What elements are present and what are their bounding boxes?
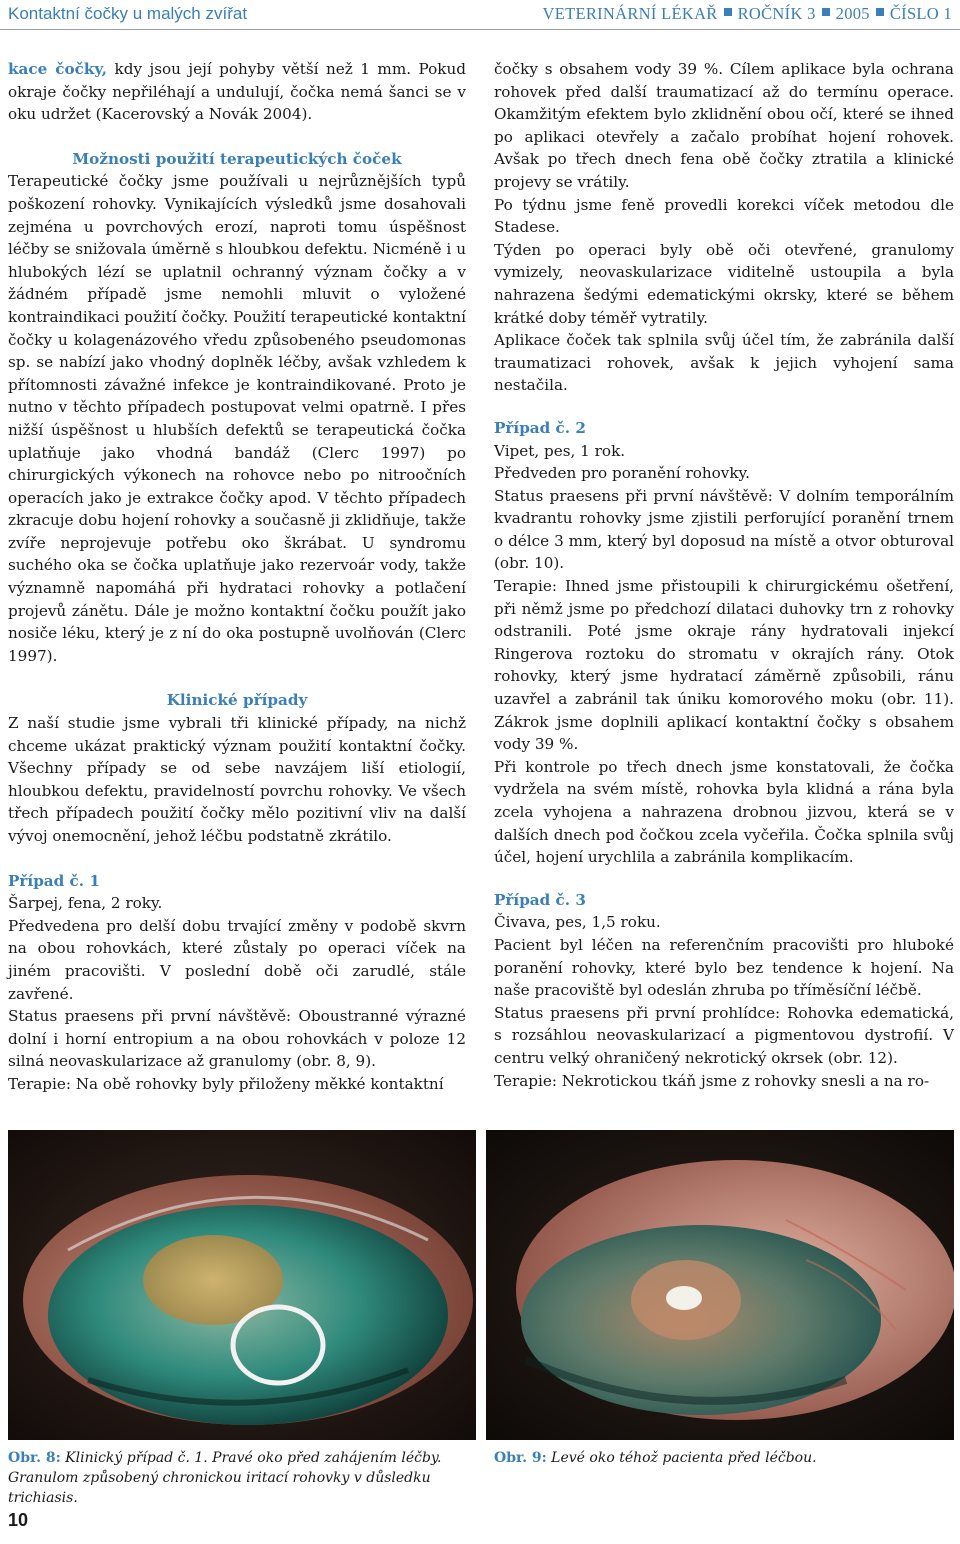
case-patient: Šarpej, fena, 2 roky. [8, 894, 163, 913]
right-column [494, 58, 954, 1092]
case-paragraph: Předveden pro poranění rohovky. [494, 464, 750, 483]
section-heading: Klinické případy [166, 691, 308, 710]
case-paragraph: Status praesens při první návštěvě: V dolním temporálním kvadrantu rohovky jsme zjistili perforující poranění trnem o délce 3 mm, který byl doposud na místě a otvor obturoval (obr. 10). [494, 486, 954, 573]
case-heading: Případ č. 1 [8, 871, 100, 890]
case-patient: Vipet, pes, 1 rok. [494, 441, 626, 460]
section-text: Z naší studie jsme vybrali tři klinické případy, na nichž chceme ukázat praktický význam použití kontaktní čočky. Všechny případy se od sebe navzájem liší etiologií, hloubkou defektu, pravidelností povrchu rohovky. Ve všech třech případech použití čočky mělo pozitivní vliv na další vývoj onemocnění, jehož léčbu podstatně zkrátilo. [8, 714, 466, 845]
case-paragraph: Aplikace čoček tak splnila svůj účel tím, že zabránila další traumatizaci rohovek, avšak k jejich vyhojení sama nestačila. [494, 331, 954, 395]
figure-8-caption: Obr. 8: Klinický případ č. 1. Pravé oko před zahájením léčby. Granulom způsobený chronickou iritací rohovky v důsledku trichiasis. [8, 1450, 442, 1506]
section-text: Terapeutické čočky jsme používali u nejrůznějších typů poškození rohovky. Vynikajících výsledků jsme dosahovali zejména u povrchových erozí, naproti tomu úspěšnost léčby se snižovala úměrně s hloubkou defektu. Nicméně i u hlubokých lézí se uplatnil ochranný význam čočky a v žádném případě jsme nemohli mluvit o vyložené kontraindikaci použití čočky. Použití terapeutické kontaktní čočky u kolagenázového vředu způsobeného pseudomonas sp. se nabízí jako vhodný doplněk léčby, avšak vzhledem k přítomnosti závažné infekce je kontraindikované. Proto je nutno v těchto případech postupovat velmi opatrně. I přes nižší úspěšnost u hlubších defektů se terapeutická čočka uplatňuje jako vhodná bandáž (Clerc 1997) po chirurgických výkonech na rohovce nebo po nitroočních operacích jako je extrakce čočky apod. V těchto případech zkracuje dobu hojení rohovky a současně ji zklidňuje, takže zvíře neprojevuje potřebu oko škrábat. U syndromu suchého oka se čočka uplatňuje jako rezervoár vody, takže významně napomáhá při hydrataci rohovky a potlačení projevů zánětu. Dále je možno kontaktní čočku použít jako nosiče léku, který je z ní do oka postupně uvolňován (Clerc 1997). [8, 172, 466, 665]
case-heading: Případ č. 2 [494, 418, 586, 437]
case-patient: Čivava, pes, 1,5 roku. [494, 913, 661, 932]
section-heading: Možnosti použití terapeutických čoček [72, 149, 402, 168]
case-paragraph: Při kontrole po třech dnech jsme konstatovali, že čočka vydržela na svém místě, rohovka byla klidná a rána byla zcela vyhojena a nahrazena drobnou jizvou, která se v dalších dnech pod čočkou zcela vyčeřila. Čočka splnila svůj účel, hojení urychlila a zabránila komplikacím. [494, 757, 954, 867]
case-paragraph: Týden po operaci byly obě oči otevřené, granulomy vymizely, neovaskularizace viditelně ustoupila a byla nahrazena šedými edematickými okrsky, které se během krátké doby téměř vytratily. [494, 240, 954, 327]
case-paragraph: Status praesens při první prohlídce: Rohovka edematická, s rozsáhlou neovaskularizací a pigmentovou dystrofií. V centru velký ohraničený nekrotický okrsek (obr. 12). [494, 1003, 954, 1067]
running-header [0, 0, 960, 30]
square-bullet-icon [876, 8, 884, 16]
case-paragraph: čočky s obsahem vody 39 %. Cílem aplikace byla ochrana rohovek před další traumatizací až do termínu operace. Okamžitým efektem bylo zklidnění obou očí, které se ihned po aplikaci otevřely a začalo probíhat hojení rohovek. Avšak po třech dnech fena obě čočky ztratila a klinické projevy se vrátily. [494, 60, 954, 191]
case-paragraph: Terapie: Na obě rohovky byly přiloženy měkké kontaktní [8, 1074, 444, 1093]
left-column [8, 58, 466, 1096]
journal-info: VETERINÁRNÍ LÉKAŘ ROČNÍK 3 2005 ČÍSLO 1 [542, 4, 952, 23]
page-number: 10 [8, 1510, 29, 1530]
square-bullet-icon [724, 8, 732, 16]
figure-8-eye-photo [8, 1130, 476, 1440]
case-paragraph: Terapie: Nekrotickou tkáň jsme z rohovky snesli a na ro- [494, 1071, 930, 1090]
case-paragraph: Terapie: Ihned jsme přistoupili k chirurgickému ošetření, při němž jsme po předchozí dilataci duhovky trn z rohovky odstranili. Poté jsme okraje rány hydratovali injekcí Ringerova roztoku do stromatu v okrajích rány. Otok rohovky, který jsme hydratací záměrně způsobili, ránu uzavřel a zabránil tak úniku komorového moku (obr. 11). Zákrok jsme doplnili aplikací kontaktní čočky s obsahem vody 39 %. [494, 577, 954, 754]
case-paragraph: Po týdnu jsme feně provedli korekci víček metodou dle Stadese. [494, 195, 954, 237]
figure-9-caption: Obr. 9: Levé oko téhož pacienta před léčbou. [494, 1450, 817, 1466]
article-title: Kontaktní čočky u malých zvířat [8, 4, 248, 23]
intro-paragraph: kace čočky, kdy jsou její pohyby větší než 1 mm. Pokud okraje čočky nepřiléhají a undulují, čočka nemá šanci se v oku udržet (Kacerovský a Novák 2004). [8, 60, 466, 124]
case-paragraph: Předvedena pro delší dobu trvající změny v podobě skvrn na obou rohovkách, které zůstaly po operaci víček na jiném pracovišti. V poslední době oči zarudlé, stále zavřené. [8, 916, 466, 1003]
square-bullet-icon [822, 8, 830, 16]
case-paragraph: Pacient byl léčen na referenčním pracovišti pro hluboké poranění rohovky, které bylo bez tendence k hojení. Na naše pracoviště byl odeslán zhruba po tříměsíční léčbě. [494, 935, 954, 1000]
case-paragraph: Status praesens při první návštěvě: Oboustranné výrazné dolní i horní entropium a na obou rohovkách v poloze 12 silná neovaskularizace až granulomy (obr. 8, 9). [8, 1007, 466, 1071]
case-heading: Případ č. 3 [494, 890, 586, 909]
figure-9-eye-photo [486, 1130, 954, 1440]
